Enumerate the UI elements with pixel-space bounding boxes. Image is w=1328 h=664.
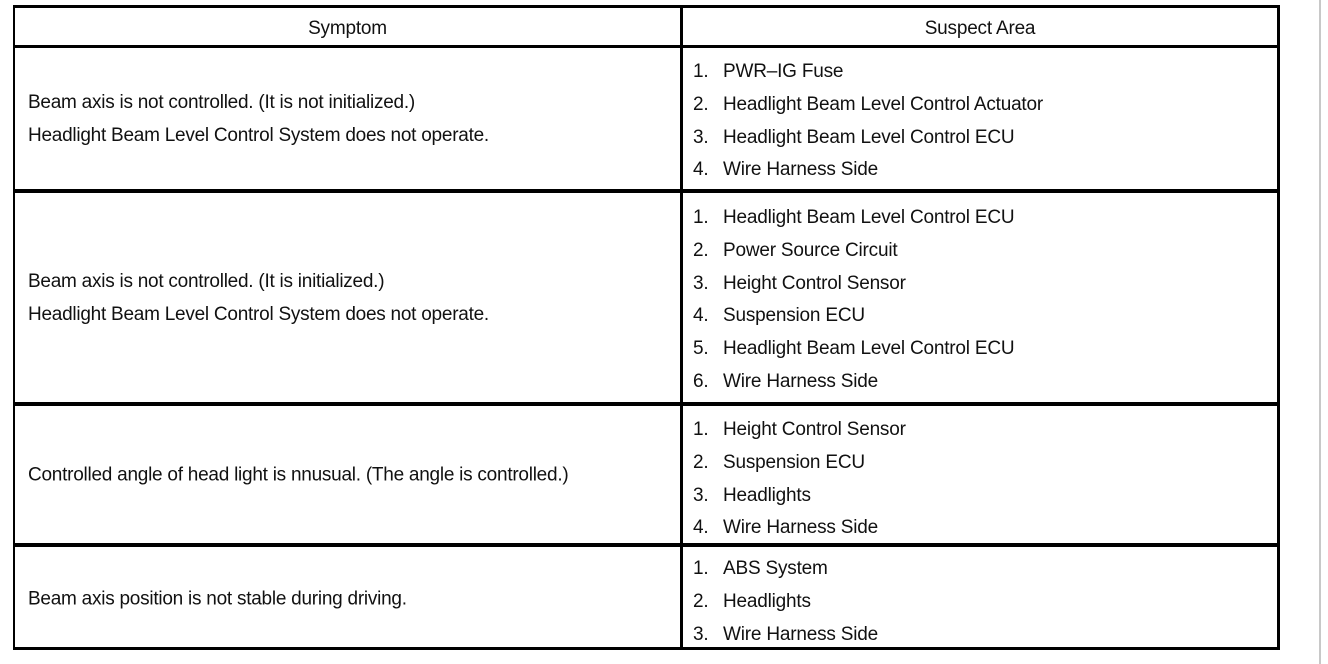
list-item [693, 122, 1269, 155]
list-item [693, 512, 1269, 545]
symptom-line: Headlight Beam Level Control System does not operate. [28, 303, 489, 325]
list-item [693, 202, 1269, 235]
header-symptom-label: Symptom [308, 18, 387, 39]
list-item [693, 553, 1269, 586]
item-number: 2. [693, 239, 709, 261]
list-item [693, 619, 1269, 652]
item-number: 1. [693, 61, 709, 82]
list-item [693, 154, 1269, 187]
suspect-area-cell [683, 48, 1277, 189]
symptom-text [28, 265, 672, 331]
symptom-line: Beam axis position is not stable during driving. [28, 588, 407, 609]
table-row [15, 48, 1277, 193]
item-text: Height Control Sensor [723, 419, 906, 440]
symptom-cell [15, 406, 683, 543]
list-item [693, 414, 1269, 447]
symptom-text [28, 458, 672, 491]
item-number: 4. [693, 159, 709, 181]
list-item [693, 333, 1269, 366]
symptom-line: Controlled angle of head light is nnusual. (The angle is controlled.) [28, 464, 569, 485]
list-item [693, 268, 1269, 301]
item-number: 2. [693, 451, 709, 473]
item-text: Headlights [723, 484, 811, 506]
item-number: 1. [693, 558, 709, 579]
item-number: 5. [693, 338, 709, 360]
symptom-cell [15, 547, 683, 650]
header-cell-suspect-area [683, 8, 1277, 45]
item-number: 1. [693, 419, 709, 440]
item-text: Power Source Circuit [723, 239, 898, 261]
item-number: 4. [693, 517, 709, 539]
item-text: Headlight Beam Level Control ECU [723, 126, 1015, 148]
item-text: Wire Harness Side [723, 370, 878, 392]
item-number: 6. [693, 370, 709, 392]
item-text: Suspension ECU [723, 305, 865, 327]
list-item [693, 56, 1269, 89]
item-text: Wire Harness Side [723, 517, 878, 539]
item-text: PWR–IG Fuse [723, 61, 844, 82]
item-number: 2. [693, 590, 709, 612]
list-item [693, 447, 1269, 480]
suspect-area-list [693, 202, 1269, 399]
list-item [693, 480, 1269, 513]
suspect-area-list [693, 414, 1269, 545]
item-text: Headlights [723, 590, 811, 612]
item-number: 1. [693, 207, 709, 228]
symptom-line: Headlight Beam Level Control System does not operate. [28, 124, 489, 146]
item-number: 3. [693, 272, 709, 294]
table-row [15, 193, 1277, 406]
suspect-area-cell [683, 547, 1277, 650]
item-number: 2. [693, 93, 709, 115]
table-row [15, 406, 1277, 547]
list-item [693, 235, 1269, 268]
item-text: ABS System [723, 558, 828, 579]
symptom-cell [15, 193, 683, 402]
item-text: Suspension ECU [723, 451, 865, 473]
symptom-cell [15, 48, 683, 189]
list-item [693, 586, 1269, 619]
scan-edge-divider [1319, 0, 1321, 664]
item-number: 4. [693, 305, 709, 327]
item-number: 3. [693, 484, 709, 506]
table-row [15, 547, 1277, 650]
table-header-row [15, 8, 1277, 48]
list-item [693, 300, 1269, 333]
list-item [693, 366, 1269, 399]
item-number: 3. [693, 126, 709, 148]
item-text: Headlight Beam Level Control Actuator [723, 93, 1044, 115]
symptom-line: Beam axis is not controlled. (It is not initialized.) [28, 91, 415, 113]
symptom-text [28, 582, 672, 615]
suspect-area-cell [683, 193, 1277, 402]
symptom-text [28, 86, 672, 152]
item-text: Wire Harness Side [723, 159, 878, 181]
item-text: Height Control Sensor [723, 272, 906, 294]
suspect-area-list [693, 56, 1269, 187]
list-item [693, 89, 1269, 122]
item-text: Headlight Beam Level Control ECU [723, 338, 1015, 360]
suspect-area-cell [683, 406, 1277, 543]
item-text: Wire Harness Side [723, 623, 878, 645]
header-cell-symptom [15, 8, 683, 45]
header-suspect-area-label: Suspect Area [924, 18, 1036, 39]
item-text: Headlight Beam Level Control ECU [723, 207, 1015, 228]
item-number: 3. [693, 623, 709, 645]
suspect-area-list [693, 553, 1269, 651]
symptom-table [13, 5, 1280, 650]
symptom-line: Beam axis is not controlled. (It is initialized.) [28, 270, 385, 292]
